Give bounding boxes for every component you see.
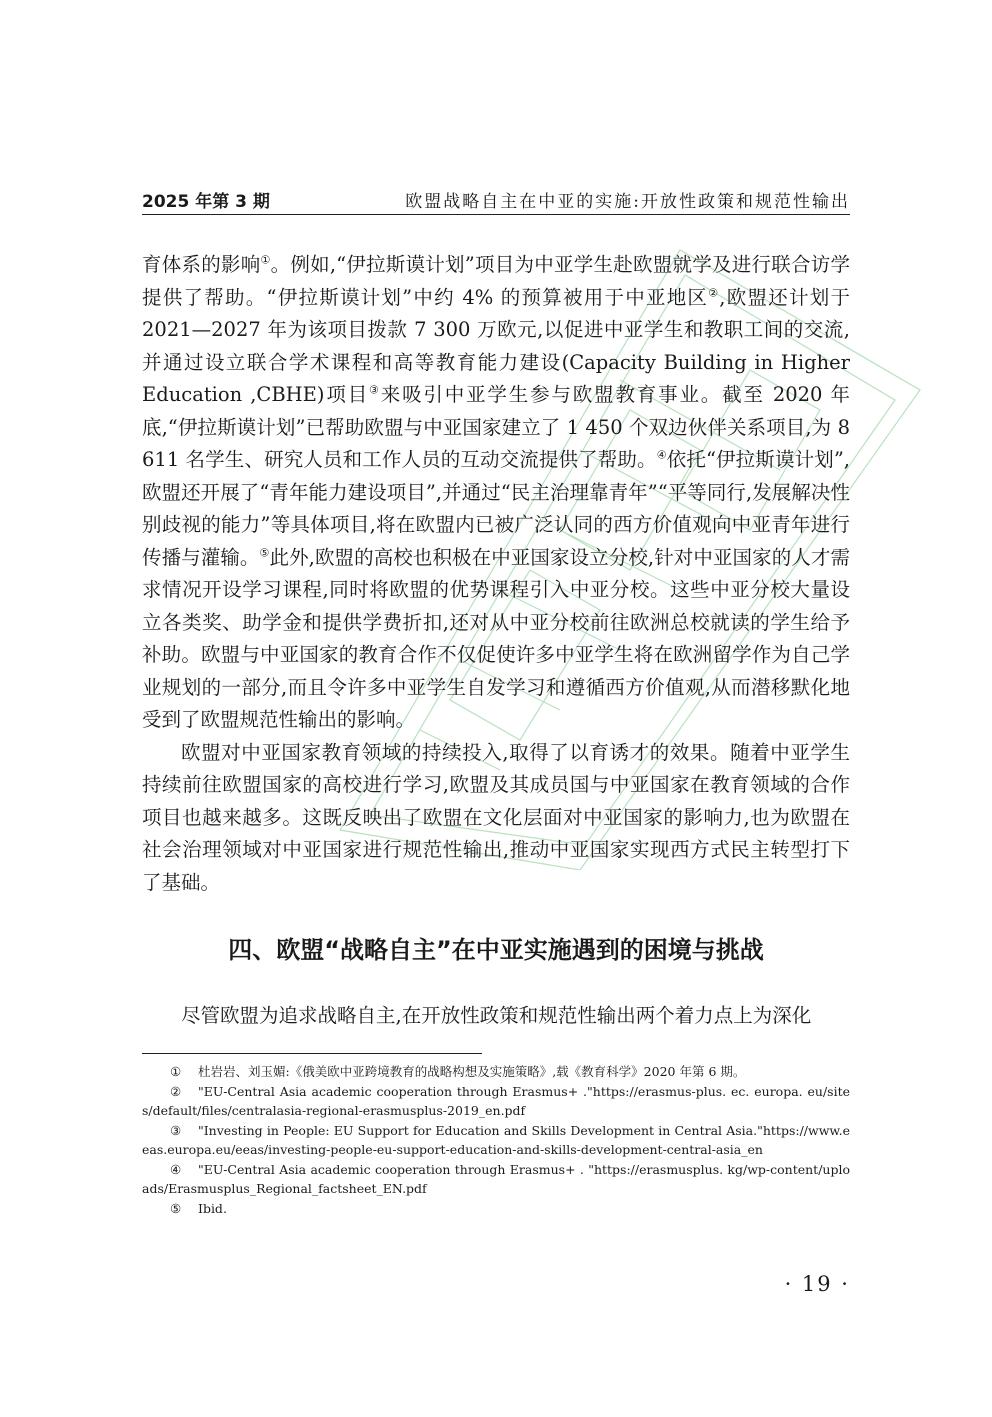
text-run: ,欧盟还计划于 2021—2027 年为该项目拨款 7 300 万欧元,以促进中亚学生和教职工间的交流,并通过设立联合学术课程和高等教育能力建设(Capacity Building in Higher Education ,CBHE)项目 [142,285,850,406]
footnote-mark: ① [170,1064,182,1079]
page-number: · 19 · [784,1272,850,1296]
footnote-mark: ④ [170,1161,182,1177]
footnote-ref[interactable]: ① [260,253,271,267]
header-rule [142,214,850,215]
footnote-item [142,1062,850,1082]
text-run: 此外,欧盟的高校也积极在中亚国家设立分校,针对中亚国家的人才需求情况开设学习课程,同时将欧盟的优势课程引入中亚分校。这些中亚分校大量设立各类奖、助学金和提供学费折扣,还对从中亚分校前往欧洲总校就读的学生给予补助。欧盟与中亚国家的教育合作不仅促使许多中亚学生将在欧洲留学作为自己学业规划的一部分,而且令许多中亚学生自发学习和遵循西方价值观,从而潜移默化地受到了欧盟规范性输出的影响。 [142,545,850,731]
footnote-ref[interactable]: ④ [656,448,667,462]
footnote-item [142,1160,850,1199]
footnote-item [142,1199,850,1219]
footnote-ref[interactable]: ② [708,286,720,299]
text-run: 育体系的影响 [142,253,261,276]
section-paragraph: 尽管欧盟为追求战略自主,在开放性政策和规范性输出两个着力点上为深化 [181,1004,812,1027]
footnote-item [142,1121,850,1160]
running-title: 欧盟战略自主在中亚的实施:开放性政策和规范性输出 [405,192,850,212]
footnote-text: Ibid. [198,1200,227,1216]
text-run: 欧盟对中亚国家教育领域的持续投入,取得了以育诱才的效果。随着中亚学生持续前往欧盟国家的高校进行学习,欧盟及其成员国与中亚国家在教育领域的合作项目也越来越多。这既反映出了欧盟在文化层面对中亚国家的影响力,也为欧盟在社会治理领域对中亚国家进行规范性输出,推动中亚国家实现西方式民主转型打下了基础。 [142,740,850,894]
footnote-mark: ⑤ [170,1200,182,1216]
body-paragraph [142,249,850,737]
text-run: 来吸引中亚学生参与欧盟教育事业。截至 2020 年底,“伊拉斯谟计划”已帮助欧盟与中亚国家建立了 1 450 个双边伙伴关系项目,为 8 611 名学生、研究人员和工作人员的互动交流提供了帮助。 [142,383,850,471]
footnote-mark: ③ [170,1122,182,1138]
text-run: 依托“伊拉斯谟计划”,欧盟还开展了“青年能力建设项目”,并通过“民主治理靠青年”“平等同行,发展解决性别歧视的能力”等具体项目,将在欧盟内已被广泛认同的西方价值观向中亚青年进行传播与灌输。 [142,448,850,569]
footnote-item [142,1082,850,1121]
footnote-text: 杜岩岩、刘玉媚:《俄美欧中亚跨境教育的战略构想及实施策略》,载《教育科学》2020 年第 6 期。 [198,1064,746,1079]
footnote-text: "EU-Central Asia academic cooperation through Erasmus+ . "https://erasmusplus. kg/wp-content/uploads/Erasmusplus_Regional_factsheet_EN.pdf [142,1161,850,1196]
footnote-text: "Investing in People: EU Support for Education and Skills Development in Central Asia."https://www.eeas.europa.eu/eeas/investing-people-eu-support-education-and-skills-development-central-asia_en [142,1122,850,1157]
section-heading: 四、欧盟“战略自主”在中亚实施遇到的困境与挑战 [228,936,764,964]
footnote-text: "EU-Central Asia academic cooperation through Erasmus+ ."https://erasmus-plus. ec. europa. eu/sites/default/files/centralasia-regional-erasmusplus-2019_en.pdf [142,1083,850,1118]
section-body [142,1000,850,1033]
footnote-rule [142,1053,482,1054]
main-body [142,249,850,899]
footnote-ref[interactable]: ⑤ [259,546,270,559]
text-run: 。例如,“伊拉斯谟计划”项目为中亚学生赴欧盟就学及进行联合访学提供了帮助。“伊拉斯谟计划”中约 4% 的预算被用于中亚地区 [142,253,850,309]
running-header [142,176,850,212]
footnotes [142,1062,850,1218]
body-paragraph [142,737,850,900]
footnote-mark: ② [170,1083,182,1099]
footnote-ref[interactable]: ③ [369,383,381,397]
issue-label: 2025 年第 3 期 [142,192,270,212]
